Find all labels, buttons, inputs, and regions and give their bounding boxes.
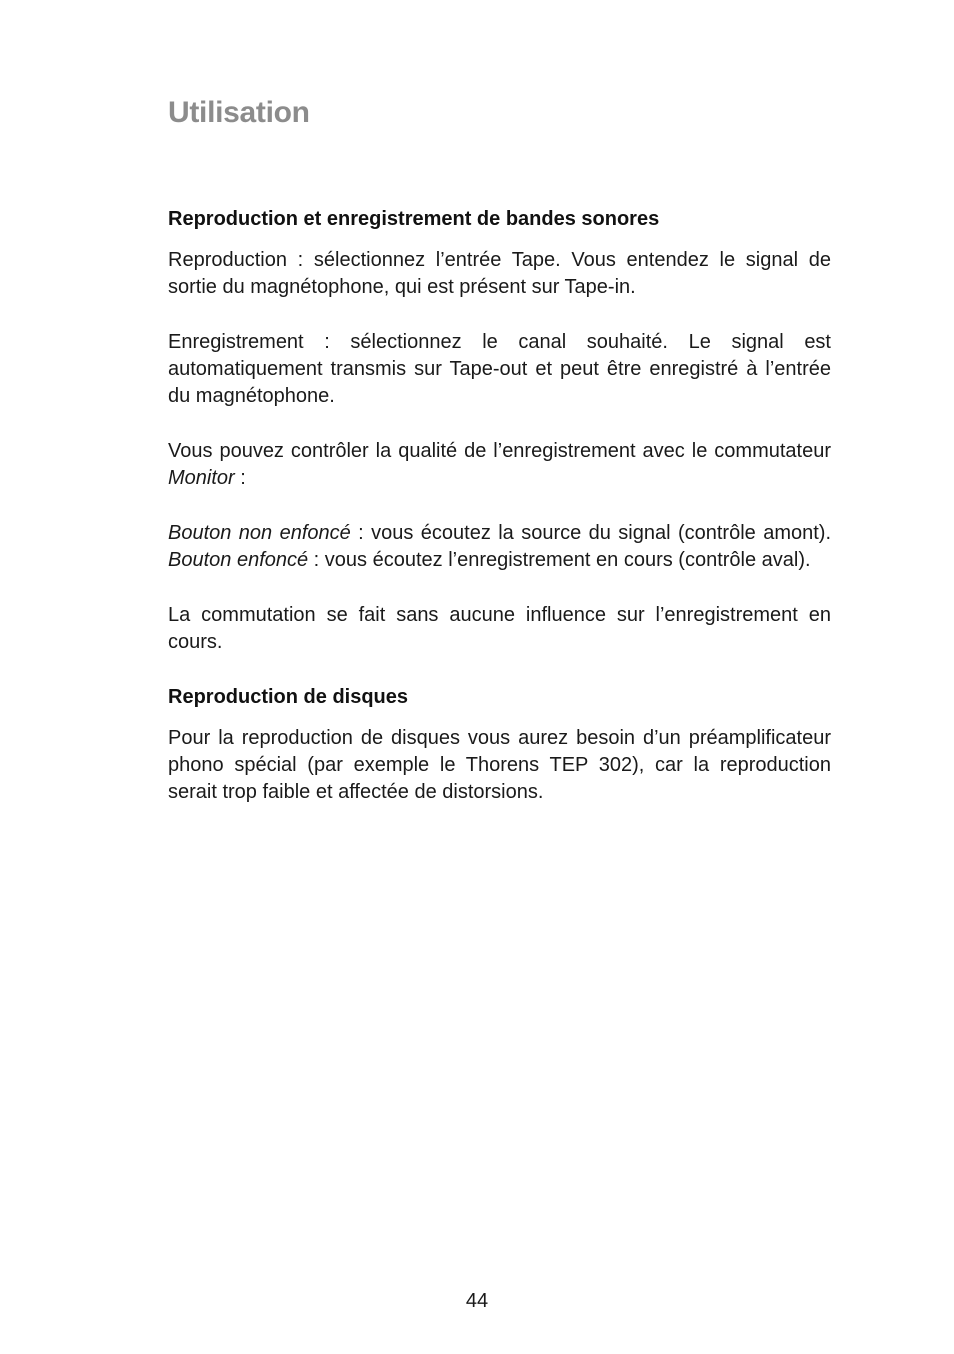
page-number: 44: [465, 1290, 489, 1312]
paragraph-monitor: [168, 438, 831, 492]
bouton-text-b: : vous écoutez l’enregistrement en cours (contrôle aval).: [308, 549, 811, 571]
section-heading-disques: Reproduction de disques: [168, 686, 409, 708]
paragraph-bouton: [168, 520, 831, 574]
paragraph-enregistrement: Enregistrement : sélectionnez le canal souhaité. Le signal est automatiquement transmis sur Tape-out et peut être enregistré à l’entrée du magnétophone.: [168, 331, 831, 407]
paragraph-disques: Pour la reproduction de disques vous aurez besoin d’un préamplificateur phono spécial (par exemple le Thorens TEP 302), car la reproduction serait trop faible et affectée de distorsions.: [168, 727, 831, 803]
page-title: Utilisation: [168, 96, 310, 129]
document-body: [168, 206, 831, 806]
monitor-text: Vous pouvez contrôler la qualité de l’enregistrement avec le commutateur: [168, 440, 831, 462]
bouton-non-enfonce-term: Bouton non enfoncé: [168, 522, 351, 544]
paragraph-reproduction: Reproduction : sélectionnez l’entrée Tape. Vous entendez le signal de sortie du magnétophone, qui est présent sur Tape-in.: [168, 249, 831, 298]
monitor-text-end: :: [234, 467, 246, 489]
bouton-text-a: : vous écoutez la source du signal (contrôle amont).: [350, 522, 831, 544]
bouton-enfonce-term: Bouton enfoncé: [168, 549, 309, 571]
paragraph-commutation: La commutation se fait sans aucune influence sur l’enregistrement en cours.: [168, 604, 831, 653]
section-heading-bandes-sonores: Reproduction et enregistrement de bandes sonores: [168, 208, 660, 230]
monitor-term: Monitor: [168, 467, 235, 489]
